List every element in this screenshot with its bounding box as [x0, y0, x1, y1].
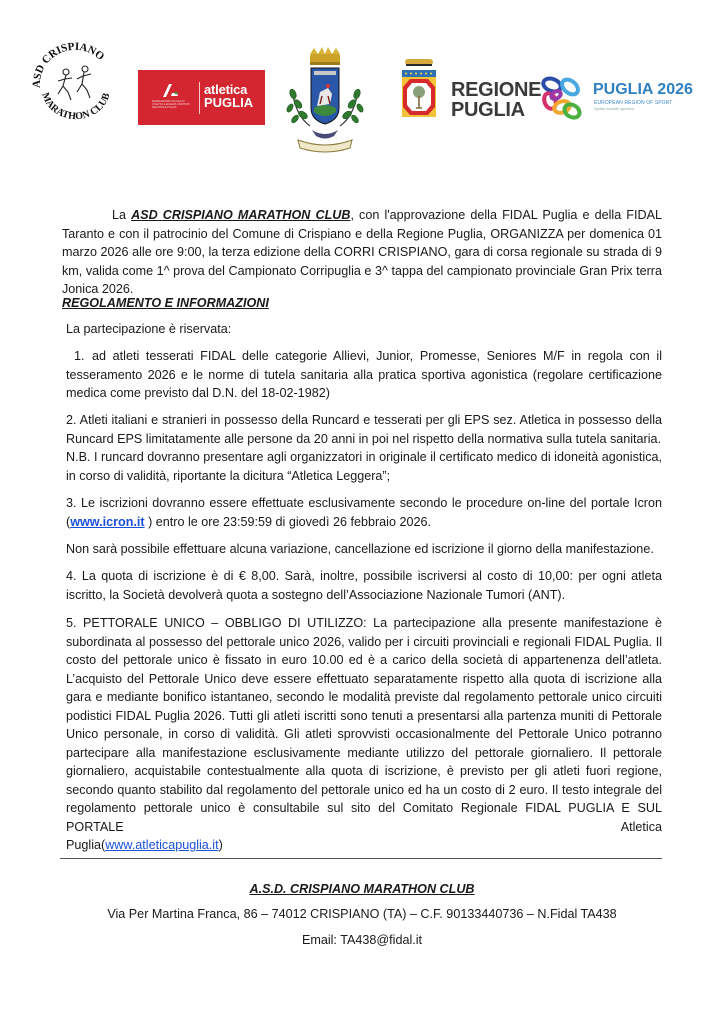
- ribbon-icon: [298, 130, 352, 152]
- fidal-fine-print: FEDERAZIONE ITALIANA DI ATLETICA LEGGERA COMITATO REGIONALE PUGLIA: [152, 100, 190, 109]
- rule-item-2-note: N.B. I runcard dovranno presentare agli organizzatori in originale il certificato medico di idoneità agonistica, in corso di validità, riportante la dicitura “Atletica Leggera”;: [66, 450, 662, 483]
- rule-item-3-deadline: ) entro le ore 23:59:59 di giovedì 26 febbraio 2026.: [144, 514, 431, 529]
- rule-item-3-text: 3. Le iscrizioni dovranno essere effettuate esclusivamente secondo le procedure on-line del portale Icron (: [66, 496, 662, 529]
- rule-item-1-number: 1.: [74, 349, 85, 363]
- rule-item-2-text: 2. Atleti italiani e stranieri in possesso della Runcard e tesserati per gli EPS sez. Atletica in possesso della Runcard EPS limitatamente alle persone da 20 anni in poi nel rispetto della normativa sulla tutela sanitaria.: [66, 413, 662, 446]
- rule-item-5-text: 5. PETTORALE UNICO – OBBLIGO DI UTILIZZO: La partecipazione alla presente manifestazione è subordinata al possesso del pettorale unico 2026, valido per i circuiti provinciali e regionali FIDAL Puglia. Il costo del pettorale unico è fissato in euro 10.00 ed è a carico della società di appartenenza dell’atleta. L’acquisto del Pettorale Unico deve essere effettuato separatamente rispetto alla quota di iscrizione alla gara e mediante bonifico istantaneo, secondo le modalità previste dal regolamento pettorale unico circuiti podistici FIDAL Puglia 2026. Tutti gli atleti iscritti sono tenuti a presentarsi alla partenza muniti di Pettorale Unico personale, in corso di validità. Gli atleti sprovvisti occasionalmente del Pettorale Unico potranno partecipare alla manifestazione esclusivamente mediante utilizzo del pettorale giornaliero. Il pettorale giornaliero, acquistabile contestualmente alla quota di iscrizione, è previsto per gli atleti fuori regione, secondo quanto stabilito dal regolamento del pettorale unico ed ha un costo di 2 euro. Il testo integrale del regolamento pettorale unico è consultabile sul sito del Comitato Regionale FIDAL PUGLIA E SUL PORTALE Atletica: [66, 616, 662, 834]
- rule-item-2: [66, 411, 662, 485]
- regione-text: REGIONE: [451, 79, 542, 101]
- icron-link[interactable]: www.icron.it: [70, 514, 145, 529]
- fidal-mark-icon: [163, 84, 179, 98]
- reserved-text: La partecipazione è riservata:: [66, 322, 232, 336]
- atletica-puglia-logo: [138, 70, 265, 125]
- asd-crispiano-logo: [30, 42, 120, 124]
- puglia-text: PUGLIA: [204, 95, 254, 110]
- atletica-text: atletica: [204, 82, 248, 97]
- puglia-2026-title: PUGLIA 2026: [593, 81, 693, 98]
- no-change-notice: Non sarà possibile effettuare alcuna variazione, cancellazione ed iscrizione il giorno della manifestazione.: [66, 542, 654, 556]
- rule-item-5-last-prefix: Puglia(: [66, 838, 106, 852]
- club-name: ASD CRISPIANO MARATHON CLUB: [131, 208, 351, 222]
- puglia-text: PUGLIA: [451, 99, 525, 121]
- crown-icon: [405, 59, 433, 66]
- footer-divider: [60, 858, 662, 859]
- footer-club-name: A.S.D. CRISPIANO MARATHON CLUB: [249, 882, 475, 896]
- rule-item-5-last-suffix: ): [218, 838, 223, 852]
- svg-text:MARATHON CLUB: [39, 91, 112, 122]
- puglia-2026-subtitle: EUROPEAN REGION OF SPORT: [594, 100, 673, 106]
- section-heading: REGOLAMENTO E INFORMAZIONI: [62, 296, 269, 310]
- rule-item-1-text: ad atleti tesserati FIDAL delle categorie Allievi, Junior, Promesse, Seniores M/F in regola con il tesseramento 2026 e le norme di tutela sanitaria alla pratica sportiva agonistica (regolare certificazione medica come previsto dal D.N. del 18-02-1982): [66, 349, 662, 400]
- rule-item-4-text: 4. La quota di iscrizione è di € 8,00. Sarà, inoltre, possibile iscriversi al costo di 10,00: per ogni atleta iscritto, la Società devolverà quota a sostegno dell’Associazione Nazionale Tumori (ANT).: [66, 569, 662, 602]
- rule-item-5: [66, 614, 662, 855]
- rule-item-4: [66, 567, 662, 604]
- rule-item-1: [66, 347, 662, 403]
- regione-puglia-wordmark: [451, 80, 541, 120]
- logo-separator: [199, 82, 200, 114]
- footer-address: Via Per Martina Franca, 86 – 74012 CRISPIANO (TA) – C.F. 90133440736 – N.Fidal TA438: [107, 907, 617, 921]
- intro-prefix: La: [112, 208, 132, 222]
- crispiano-coat-of-arms: [284, 46, 366, 158]
- regione-puglia-emblem: [399, 54, 439, 124]
- asd-logo-top-text: ASD CRISPIANO: [30, 42, 107, 89]
- puglia-2026-rings-icon: [540, 73, 590, 123]
- shield-icon: [311, 68, 339, 124]
- crown-icon: [310, 47, 340, 65]
- intro-text: , con l'approvazione della FIDAL Puglia e della FIDAL Taranto e con il patrocinio del Comune di Crispiano e della Regione Puglia, ORGANIZZA per domenica 01 marzo 2026 alle ore 9:00, la terza edizione della CORRI CRISPIANO, gara di corsa regionale su strada di 9 km, valida come 1^ prova del Campionato Corripuglia e 3^ tappa del campionato provinciale Gran Prix terra Jonica 2026.: [62, 208, 662, 296]
- puglia-2026-tagline: Spirito sociale sportivo: [594, 106, 635, 111]
- svg-text:ASD CRISPIANO: [31, 42, 107, 88]
- rule-item-3: [66, 494, 662, 531]
- runners-icon: [58, 66, 91, 100]
- intro-paragraph: [62, 206, 662, 299]
- footer-email: Email: TA438@fidal.it: [301, 933, 423, 947]
- asd-logo-bottom-text: MARATHON CLUB: [39, 91, 113, 123]
- atleticapuglia-link[interactable]: www.atleticapuglia.it: [105, 838, 219, 852]
